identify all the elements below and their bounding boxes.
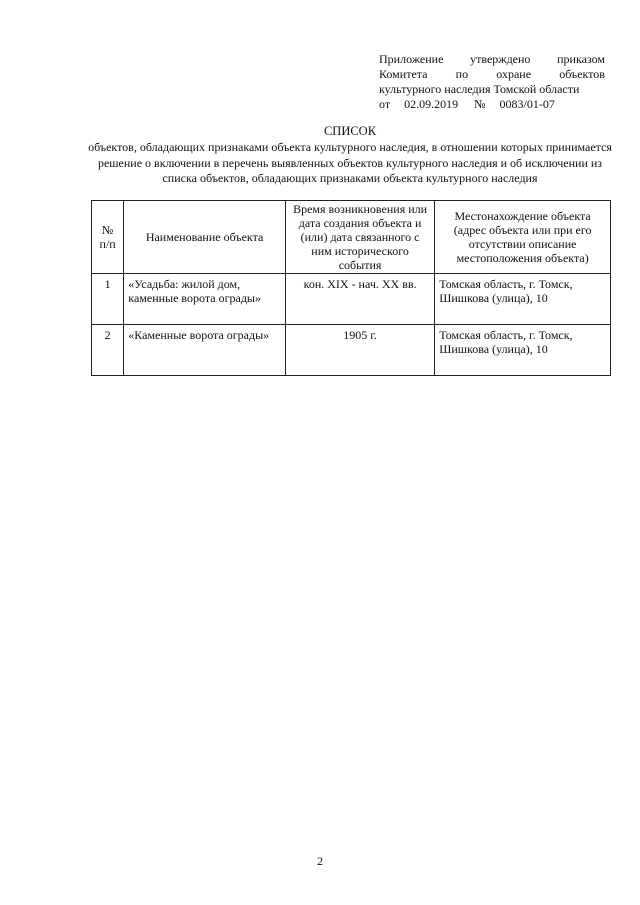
row-name: «Каменные ворота ограды» [124, 325, 286, 376]
appendix-word: приказом [557, 52, 605, 66]
appendix-word: Комитета [379, 67, 428, 81]
number-sign: № [474, 97, 486, 111]
row-name: «Усадьба: жилой дом, каменные ворота ограды» [124, 274, 286, 325]
appendix-word: по [455, 67, 469, 81]
appendix-line-2 [379, 67, 605, 82]
row-num: 2 [92, 325, 124, 376]
objects-table [91, 200, 611, 376]
document-subtitle: объектов, обладающих признаками объекта культурного наследия, в отношении которых принимается решение о включении в перечень выявленных объектов культурного наследия и об исключении из списка объектов, обладающих признаками объекта культурного наследия [88, 140, 612, 185]
row-location: Томская область, г. Томск, Шишкова (улица), 10 [435, 274, 611, 325]
appendix-word: объектов [559, 67, 605, 81]
order-date: 02.09.2019 [404, 97, 459, 111]
row-time: 1905 г. [285, 325, 434, 376]
table-row [92, 274, 611, 325]
table-header-row [92, 201, 611, 274]
table-row [92, 325, 611, 376]
header-name: Наименование объекта [124, 201, 286, 274]
appendix-word: утверждено [470, 52, 531, 66]
header-num: № п/п [92, 201, 124, 274]
order-number: 0083/01-07 [499, 97, 555, 111]
appendix-from: от [379, 97, 391, 111]
appendix-line-4 [379, 97, 605, 112]
row-time: кон. XIX - нач. XX вв. [285, 274, 434, 325]
appendix-line-1 [379, 52, 605, 67]
document-title: СПИСОК [323, 124, 377, 138]
header-location: Местонахождение объекта (адрес объекта или при его отсутствии описание местоположения объекта) [435, 201, 611, 274]
appendix-line-3: культурного наследия Томской области [379, 82, 580, 96]
row-location: Томская область, г. Томск, Шишкова (улица), 10 [435, 325, 611, 376]
appendix-word: охране [496, 67, 532, 81]
header-time: Время возникновения или дата создания объекта и (или) дата связанного с ним исторического события [285, 201, 434, 274]
appendix-header [379, 52, 605, 112]
appendix-word: Приложение [379, 52, 444, 66]
page-number: 2 [317, 854, 323, 868]
row-num: 1 [92, 274, 124, 325]
